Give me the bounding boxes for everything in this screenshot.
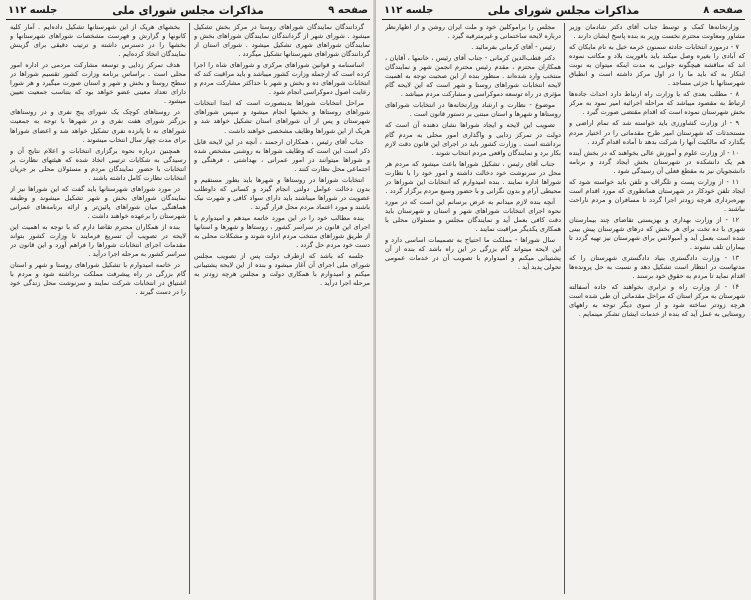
- header-rule: [382, 19, 745, 20]
- text-column-left-page-right: [194, 23, 370, 596]
- paragraph: بخشهای هریک از این شهرستانها تشکیل داده‌ایم . آمار کلیه کانونها و گزارش و فهرست مشخصات شوراهای شهرستانها و بخشها را در دسترس داشته و ترتیب دقیقی برای گزینش نمایندگان اتخاذ کرده‌ایم .: [10, 23, 186, 59]
- text-column-left-page-left: [10, 23, 186, 596]
- paragraph: جناب آقای رئیس ، تشکیل شوراها باعث میشود که مردم هر محل در سرنوشت خود دخالت داشته و امور خود را با نظارت شوراها اداره نمایند . بنده امیدوارم که انتخابات این شوراها در محیطی آرام و بدون نگرانی و با حضور وسیع مردم برگزار گردد .: [385, 159, 561, 195]
- paragraph: موضوع - نظارت و ارشاد وزارتخانه‌ها در انتخابات شوراهای روستاها و شهرها و استان مبتنی بر دستور قانون است .: [385, 101, 561, 119]
- page-header: [6, 3, 370, 18]
- paragraph: مراحل انتخابات شوراها بدینصورت است که ابتدا انتخابات شوراهای روستاها و بخشها انجام میشود و سپس شوراهای شهرستان و پس از آن شوراهای استان تشکیل خواهد شد و هریک از این شوراها وظایف مشخصی خواهند داشت .: [194, 99, 370, 135]
- page-header: [382, 3, 745, 18]
- paragraph: هدف تمرکز زدایی و توسعه مشارکت مردمی در اداره امور محلی است . براساس برنامه وزارت کشور تقسیم شوراها در سطح روستا و بخش و شهر و استان صورت میگیرد و هر شورا دارای تعداد معینی عضو خواهد بود که بتناسب جمعیت تعیین میشود .: [10, 61, 186, 106]
- paragraph: ۱۴ - از وزارت راه و ترابری بخواهند که جاده آسفالته شهرستان به مرکز استان که مراحل مقدماتی آن طی شده است هرچه زودتر ساخته شود و از سوی دیگر توجه به راههای روستایی به عمل آید که بنده از خدمات ایشان تشکر مینمایم .: [569, 283, 745, 319]
- paragraph: آنچه بنده لازم میدانم به عرض برسانم این است که در مورد نحوه اجرای انتخابات شوراهای شهر و استان و شهرستان باید دقت کافی بعمل آید و نمایندگان مجلس و مسئولان محلی با همکاری یکدیگر مراقبت نمایند .: [385, 197, 561, 233]
- paragraph: ۸ - مطلب بعدی که با وزارت راه ارتباط دارد احداث جاده‌ها ارتباط به مقصود میباشد که مراحله اجرائیه امیر نمود به مرکز بخش شهرستان نموده است که اقدام مقتضی صورت گیرد .: [569, 90, 745, 117]
- paragraph: تصویب این لایحه و ایجاد شوراها نشان دهنده آن است که دولت در تمرکز زدایی و واگذاری امور محلی به مردم گام برداشته است . وزارت کشور باید در اجرای این قانون دقت لازم بکار برد و نمایندگان واقعی مردم انتخاب شوند .: [385, 121, 561, 157]
- paragraph: دکتر قطب‌الدین کرمانی - جناب آقای رئیس ، خانمها ، آقایان ، همکاران محترم ، مقدم رئیس محترم انجمن شهر و نمایندگان منتخب وارد شده‌اند . منظور بنده از این صحبت توجه به اهمیت لایحه انتخابات شوراهای روستا و شهر است که این لایحه گام مؤثری در راه توسعه دموکراسی و مشارکت مردم میباشد .: [385, 54, 561, 99]
- session-number: جلسه ۱۱۲: [384, 5, 434, 16]
- paragraph: مجلس را براموکلین خود و ملت ایران روشن و از اظهارنظر درباره لایحه ساختمانی و غیرمترقبه گیرد .: [385, 23, 561, 41]
- paragraph: در روستاهای کوچک یک شورای پنج نفری و در روستاهای بزرگتر شورای هفت نفری و در شهرها با توجه به جمعیت شوراهای نه تا پانزده نفری تشکیل خواهد شد و اعضای شوراها برای مدت چهار سال انتخاب میشوند .: [10, 108, 186, 144]
- session-number: جلسه ۱۱۲: [8, 5, 58, 16]
- text-column-right-page-right: [569, 23, 745, 596]
- paragraph: رئیس - آقای کرمانی بفرمائید .: [471, 43, 555, 52]
- column-divider: [564, 23, 565, 594]
- text-column-right-page-left: [385, 23, 561, 596]
- paragraph: همچنین درباره نحوه برگزاری انتخابات و اعلام نتایج آن و رسیدگی به شکایات ترتیبی اتخاذ شده که هیئتهای نظارت بر انتخابات با حضور نمایندگان مردم و مسئولان محلی بر جریان انتخابات نظارت کامل داشته باشند .: [10, 146, 186, 182]
- header-rule: [6, 19, 370, 20]
- paragraph: ۷ - درمورد انتخابات حادثه سمنون خرمه خیل به نام مایکان که که آبادی را بغیره وصل میکند باید بافوریت بلاد و مکاتب نموده اند که مناقشه هیچگونه جوابی به مدت اینکه میتوان به نوبت ابتکار به که باید ما را در اول مرکز داشته است و انطباق شهرستانها با جزئی مساجد .: [569, 43, 745, 88]
- paragraph: اساسنامه و قوانین شوراهای مرکزی و شوراهای شاه را اجرا کرده است که ازجمله وزارت کشور میباشد و باید مراقبت کند که انتخابات شوراهای ده و بخش و شهر با حداکثر مشارکت مردم و رعایت اصول دموکراسی انجام شود .: [194, 61, 370, 97]
- paragraph: جلسه که باشد که ازطرف دولت پس از تصویب مجلس شورای ملی اجرای آن آغاز میشود و بنده از این لایحه پشتیبانی میکنم و امیدوارم با همکاری دولت و مجلس هرچه زودتر به مرحله اجرا درآید .: [194, 252, 370, 288]
- running-title: مذاکرات مجلس شورای ملی: [487, 4, 640, 17]
- paragraph: بنده مطالب خود را در این مورد خاتمه میدهم و امیدوارم با اجرای این قانون در سراسر کشور ، روستاها و شهرها و استانها از طریق شوراهای منتخب مردم اداره شوند و مشکلات محلی به دست خود مردم حل گردد .: [194, 213, 370, 250]
- paragraph: سال شوراها - مملکت ما احتیاج به تصمیمات اساسی دارد و این لایحه میتواند گام بزرگی در این راه باشد که بنده از آن پشتیبانی میکنم و امیدوارم با تصویب آن در خدمات عمومی تحولی پدید آید .: [385, 236, 561, 272]
- paragraph: ۹ - از وزارت کشاورزی باید خواسته شد که تمام اراضی و مستحدثات که شهرستان امیر طرح مقدماتی را در اختیار مردم بگذارد که مالکیت آنها را شرکت بدهد تا آماده اقدام گردد .: [569, 119, 745, 146]
- column-divider: [189, 23, 190, 594]
- paragraph: جناب آقای رئیس ، همکاران ارجمند ، آنچه در این لایحه قابل ذکر است این است که وظایف شوراها به روشنی مشخص شده و شوراها میتوانند در امور عمرانی ، بهداشتی ، فرهنگی و اجتماعی محل نظارت کنند .: [194, 137, 370, 173]
- running-title: مذاکرات مجلس شورای ملی: [112, 4, 264, 17]
- paragraph: ۱۱ - از وزارت پست و تلگراف و تلفن باید خواسته شود که ایجاد تلفن خودکار در شهرستان همانطوری که مورد اقدام است بهره‌برداری هرچه زودتر اجرا گردد تا مسافران و مردم ناراحت نباشند .: [569, 177, 745, 213]
- paragraph: انتخابات شوراها در روستاها و شهرها باید بطور مستقیم و بدون دخالت عوامل دولتی انجام گیرد و کسانی که داوطلب عضویت در شوراها میباشند باید دارای سواد کافی و شهرت نیک باشند و مورد اعتماد مردم محل قرار گیرند .: [194, 175, 370, 211]
- paragraph: گردانندگان نمایندگان شوراهای روستا در مرکز بخش تشکیل میشود . شورای شهر از گردانندگان نمایندگان شوراهای بخش و نمایندگان شوراهای شهری تشکیل میشود . شورای استان از گردانندگان شوراهای شهرستانها تشکیل میگردد .: [194, 23, 370, 59]
- page-number: صفحه ۹: [328, 5, 368, 16]
- paragraph: ۱۳ - وزارت دادگستری بنیاد دادگستری شهرستان را که مدتهاست در انتظار است تشکیل دهد و نسبت به حل پرونده‌ها اقدام نماید تا مردم به حقوق خود برسند .: [569, 254, 745, 281]
- paragraph: وزارتخانه‌ها کمک و توسط جناب آقای دکتر شادمان وزیر مشاور ومعاونت محترم نخست وزیر به بنده پاسخ ایشان دارند .: [569, 23, 745, 41]
- paragraph: ۱۰ - از وزارت علوم و آموزش عالی بخواهند که در بخش آینده هم یک دانشکده در شهرستان بخش ایجاد گردد و برنامه دانشجویان نیز به مقطع فعلی آن رسیدگی شود .: [569, 148, 745, 175]
- page-number: صفحه ۸: [703, 5, 743, 16]
- paragraph: بنده از همکاران محترم تقاضا دارم که با توجه به اهمیت این لایحه در تصویب آن تسریع فرمایند تا وزارت کشور بتواند مقدمات اجرای انتخابات شوراها را فراهم آورد و این قانون در سراسر کشور به مرحله اجرا درآید .: [10, 222, 186, 259]
- paragraph: در خاتمه امیدوارم با تشکیل شوراهای روستا و شهر و استان گام بزرگی در راه پیشرفت مملکت برداشته شود و مردم با اشتیاق در انتخابات شرکت نمایند و سرنوشت محل زندگی خود را در دست گیرند .: [10, 261, 186, 297]
- paragraph: در مورد شوراهای شهرستانها باید گفت که این شوراها نیز از نمایندگان شوراهای بخش و شهر تشکیل میشوند و وظیفه هماهنگی میان شوراهای پائین‌تر و ارائه برنامه‌های عمرانی شهرستان را برعهده خواهند داشت .: [10, 184, 186, 220]
- page-right: [376, 0, 751, 600]
- paragraph: ۱۲ - از وزارت بهداری و بهزیستی تقاضای چند بیمارستان شهری با ده تخت برای هر بخش که درهای شهرستان پیش بینی شده است بعمل آید و آمبولانس برای شهرستان نیز تهیه گردد تا بیماران تلف نشوند .: [569, 215, 745, 252]
